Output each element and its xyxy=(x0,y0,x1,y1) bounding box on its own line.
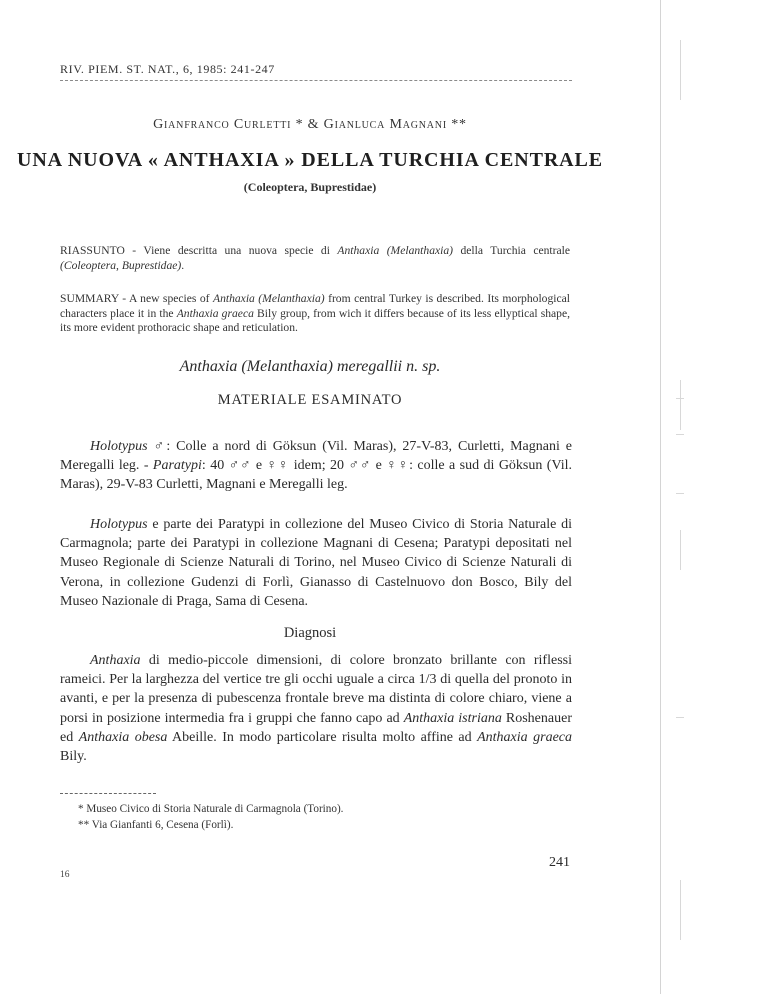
summary-text-3: Bily group, from wich it differs because of its less ellyptical shape, its more evident prothoracic shape and reticulation. xyxy=(60,306,571,334)
riassunto-text-1: RIASSUNTO - Viene descritta una nuova specie di xyxy=(60,244,338,257)
scan-edge-tick xyxy=(676,398,684,399)
paratypi-text: : 40 ♂♂ e ♀♀ idem; 20 ♂♂ e ♀♀: colle a sud di Göksun (Vil. Maras), 29-V-83 Curletti, Magnani e Meregalli leg. xyxy=(60,458,572,493)
paragraph-holotypus xyxy=(60,437,572,495)
holotypus-text: : Colle a nord di Göksun (Vil. Maras), 27-V-83, Curletti, Magnani e Meregalli leg. - xyxy=(60,439,572,474)
footnote-rule xyxy=(60,793,156,794)
holotypus-label: Holotypus ♂ xyxy=(90,439,167,454)
header-rule xyxy=(60,80,572,81)
paragraph-diagnosi xyxy=(60,651,572,766)
signature-mark: 16 xyxy=(60,870,70,880)
summary-abstract xyxy=(60,292,570,336)
scan-edge-mark xyxy=(680,380,681,430)
diagnosi-taxon-1: Anthaxia xyxy=(90,653,141,668)
collections-text: e parte dei Paratypi in collezione del Museo Civico di Storia Naturale di Carmagnola; parte dei Paratypi in collezione Magnani di Cesena; Paratypi depositati nel Museo Regionale di Scienze Naturali di Torino, nel Museo Civico di Scienze Naturali di Verona, in collezione Gudenzi di Forlì, Gianasso di Castelnuovo don Bosco, Bily del Museo Nazionale di Praga, Sama di Cesena. xyxy=(60,517,572,609)
riassunto-taxon: Anthaxia (Melanthaxia) xyxy=(337,244,454,257)
summary-text-1: SUMMARY - A new species of xyxy=(60,292,213,305)
paper-title: UNA NUOVA « ANTHAXIA » DELLA TURCHIA CENTRALE xyxy=(17,149,603,171)
section-heading-materiale: MATERIALE ESAMINATO xyxy=(217,392,403,408)
species-heading: Anthaxia (Melanthaxia) meregallii n. sp. xyxy=(179,358,441,375)
diagnosi-text-4: Bily. xyxy=(60,749,87,765)
authors: Gianfranco Curletti * & Gianluca Magnani ** xyxy=(153,117,467,132)
scan-edge-tick xyxy=(676,493,684,494)
diagnosi-taxon-2: Anthaxia istriana xyxy=(403,710,502,726)
scan-edge-mark xyxy=(680,40,681,100)
scan-edge-tick xyxy=(676,717,684,718)
collections-holotypus: Holotypus xyxy=(90,517,148,532)
scan-edge-tick xyxy=(676,434,684,435)
page-number: 241 xyxy=(549,855,570,870)
diagnosi-text-2: Roshenauer ed xyxy=(60,710,572,745)
summary-text-2: from central Turkey is described. Its morphological characters place it in the xyxy=(60,292,570,320)
journal-header: RIV. PIEM. ST. NAT., 6, 1985: 241-247 xyxy=(60,62,275,76)
diagnosi-text-3: Abeille. In modo particolare risulta molto affine ad xyxy=(167,729,478,745)
diagnosi-text-1: di medio-piccole dimensioni, di colore bronzato brillante con riflessi rameici. Per la larghezza del vertice tre gli occhi uguale a circa 1/3 di quella del pronoto in avanti, e per la presenza di pubescenza frontale breve ma distinta di colore chiaro, viene a porsi in posizione intermedia fra i gruppi che fanno capo ad xyxy=(60,653,572,726)
diagnosi-taxon-4: Anthaxia graeca xyxy=(477,729,572,745)
section-heading-diagnosi: Diagnosi xyxy=(283,625,337,641)
riassunto-text-2: della Turchia centrale xyxy=(453,244,570,257)
scan-edge-mark xyxy=(680,880,681,940)
summary-taxon: Anthaxia (Melanthaxia) xyxy=(212,292,325,305)
riassunto-text-3: . xyxy=(181,258,185,272)
summary-group: Anthaxia graeca xyxy=(176,306,254,320)
riassunto-order: (Coleoptera, Buprestidae) xyxy=(60,258,182,272)
scan-edge-mark xyxy=(680,530,681,570)
riassunto-abstract xyxy=(60,244,570,273)
paratypi-label: Paratypi xyxy=(152,458,202,474)
diagnosi-taxon-3: Anthaxia obesa xyxy=(78,729,168,745)
footnote-2: ** Via Gianfanti 6, Cesena (Forlì). xyxy=(78,819,234,831)
scan-edge-line xyxy=(660,0,661,994)
paragraph-collections xyxy=(60,515,572,611)
footnote-1: * Museo Civico di Storia Naturale di Carmagnola (Torino). xyxy=(78,803,344,815)
paper-subtitle: (Coleoptera, Buprestidae) xyxy=(243,180,377,194)
